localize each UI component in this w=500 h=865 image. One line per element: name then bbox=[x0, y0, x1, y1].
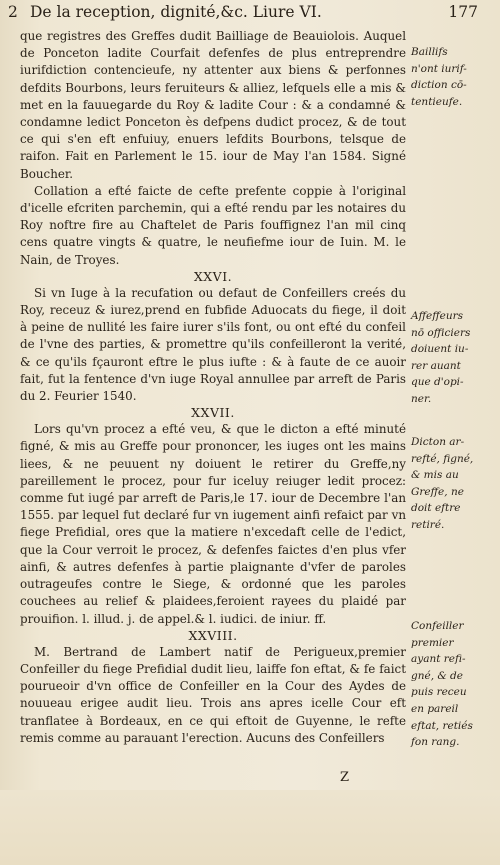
marginal-note-line: ner. bbox=[411, 392, 432, 405]
marginal-note-line: puis receu bbox=[411, 686, 467, 699]
text-block bbox=[20, 28, 406, 747]
paragraph: M. Bertrand de Lambert natif de Perigueux,premier Confeiller du fiege Prefidial dudit lieu, laiffe fon eftat, & fe faict pourueoir d'vn office de Confeiller en la Cour des Aydes de nouueau erigee audit lieu. Trois ans apres icelle Cour eft tranflatee à Bordeaux, en ce qui eftoit de Guyenne, le refte remis comme au parauant l'erection. Aucuns des Confeillers bbox=[20, 644, 406, 745]
marginal-note-line: retiré. bbox=[411, 518, 445, 531]
article-heading: XXVI. bbox=[193, 268, 233, 284]
marginal-note-line: premier bbox=[411, 636, 454, 649]
article-heading: XXVII. bbox=[191, 405, 235, 421]
marginal-note bbox=[411, 434, 491, 534]
blank-page-margin bbox=[0, 790, 500, 865]
marginal-note-line: rer auant bbox=[411, 359, 461, 372]
article-heading: XXVIII. bbox=[188, 627, 238, 643]
paragraph: que registres des Greffes dudit Bailliage de Beauiolois. Auquel de Ponceton ladite Courfait defenfes de plus entreprendre iurifdiction contencieufe, ny attenter aux biens & perfonnes defdits Bourbons, leurs feruiteurs & alliez, lefquels elle a mis & met en la fauuegarde du Roy & ladite Cour : & a condamné & condamne ledict Ponceton ès defpens dudict procez, & de tout ce qui s'en eft enfuiuy, enuers lefdits Bourbons, telsque de raifon. Fait en Parlement le 15. iour de May l'an 1584. Signé Boucher. bbox=[20, 29, 406, 181]
paragraph: Si vn Iuge à la recufation ou defaut de Confeillers creés du Roy, receuz & iurez,prend en fubfide Aduocats du fiege, il doit à peine de nullité les faire iurer s'ils font, ou ont efté du confeil de l'vne des parties, & promettre qu'ils confeilleront la verité, & ce qu'ils fçauront eftre le plus iufte : & à faute de ce auoir fait, fut la fentence d'vn iuge Royal annullee par arreft de Paris du 2. Feurier 1540. bbox=[20, 285, 406, 404]
marginal-note-line: que d'opi- bbox=[411, 376, 464, 389]
marginal-note bbox=[411, 618, 491, 751]
marginal-note-line: eftat, retiés bbox=[411, 719, 473, 732]
marginal-note-line: Affeffeurs bbox=[411, 310, 464, 322]
marginal-note-line: ayant refi- bbox=[411, 653, 466, 666]
marginal-note-line: Confeiller bbox=[411, 620, 464, 632]
marginal-note-line: fon rang. bbox=[411, 736, 460, 749]
marginal-note-line: Baillifs bbox=[411, 46, 448, 58]
signature-mark: 2 bbox=[8, 3, 18, 21]
page-header bbox=[8, 3, 478, 25]
catchword: Z bbox=[340, 770, 350, 785]
marginal-note bbox=[411, 44, 491, 110]
paragraph: Collation a efté faicte de cefte prefente coppie à l'original d'icelle efcriten parchemin, qui a efté rendu par les notaires du Roy noftre fire au Chaftelet de Paris fouffignez l'an mil cinq cens quatre vingts & quatre, le neufiefme iour de Iuin. M. le Nain, de Troyes. bbox=[20, 183, 406, 267]
marginal-note-line: n'ont iurif- bbox=[411, 62, 467, 75]
marginal-note-line: nō officiers bbox=[411, 326, 471, 339]
marginal-note bbox=[411, 308, 491, 408]
marginal-note-line: & mis au bbox=[411, 469, 459, 482]
running-title: De la reception, dignité,&c. Liure VI. bbox=[30, 3, 322, 21]
marginal-note-line: doiuent iu- bbox=[411, 343, 469, 356]
marginal-note-line: doit eftre bbox=[411, 502, 461, 515]
marginal-note-line: gné, & de bbox=[411, 669, 463, 682]
page-number: 177 bbox=[448, 3, 478, 21]
marginal-note-line: tentieufe. bbox=[411, 95, 463, 108]
marginal-note-line: en pareil bbox=[411, 702, 459, 715]
marginal-note-line: diction cō- bbox=[411, 79, 467, 92]
marginal-note-line: Dicton ar- bbox=[411, 436, 465, 448]
marginal-note-line: refté, figné, bbox=[411, 452, 474, 465]
paragraph: Lors qu'vn procez a efté veu, & que le dicton a efté minuté figné, & mis au Greffe pour prononcer, les iuges ont les mains liees, & ne peuuent ny doiuent le retirer du Greffe,ny pareillement le procez, pour fur iceluy reiuger ledit procez: comme fut iugé par arreft de Paris,le 17. iour de Decembre l'an 1555. par lequel fut declaré fur vn iugement ainfi refaict par vn fiege Prefidial, ores que la matiere n'excedaft celle de l'edict, que la Cour verroit le procez, & defenfes faictes d'en plus vfer ainfi, & autres defenfes à partie plaignante d'vfer de paroles outrageufes contre le Siege, & ordonné que les paroles couchees au relief & plaidees,feroient rayees du plaidé par prouifion. l. illud. j. de appel.& l. iudici. de iniur. ff. bbox=[20, 422, 406, 626]
marginal-note-line: Greffe, ne bbox=[411, 485, 464, 498]
